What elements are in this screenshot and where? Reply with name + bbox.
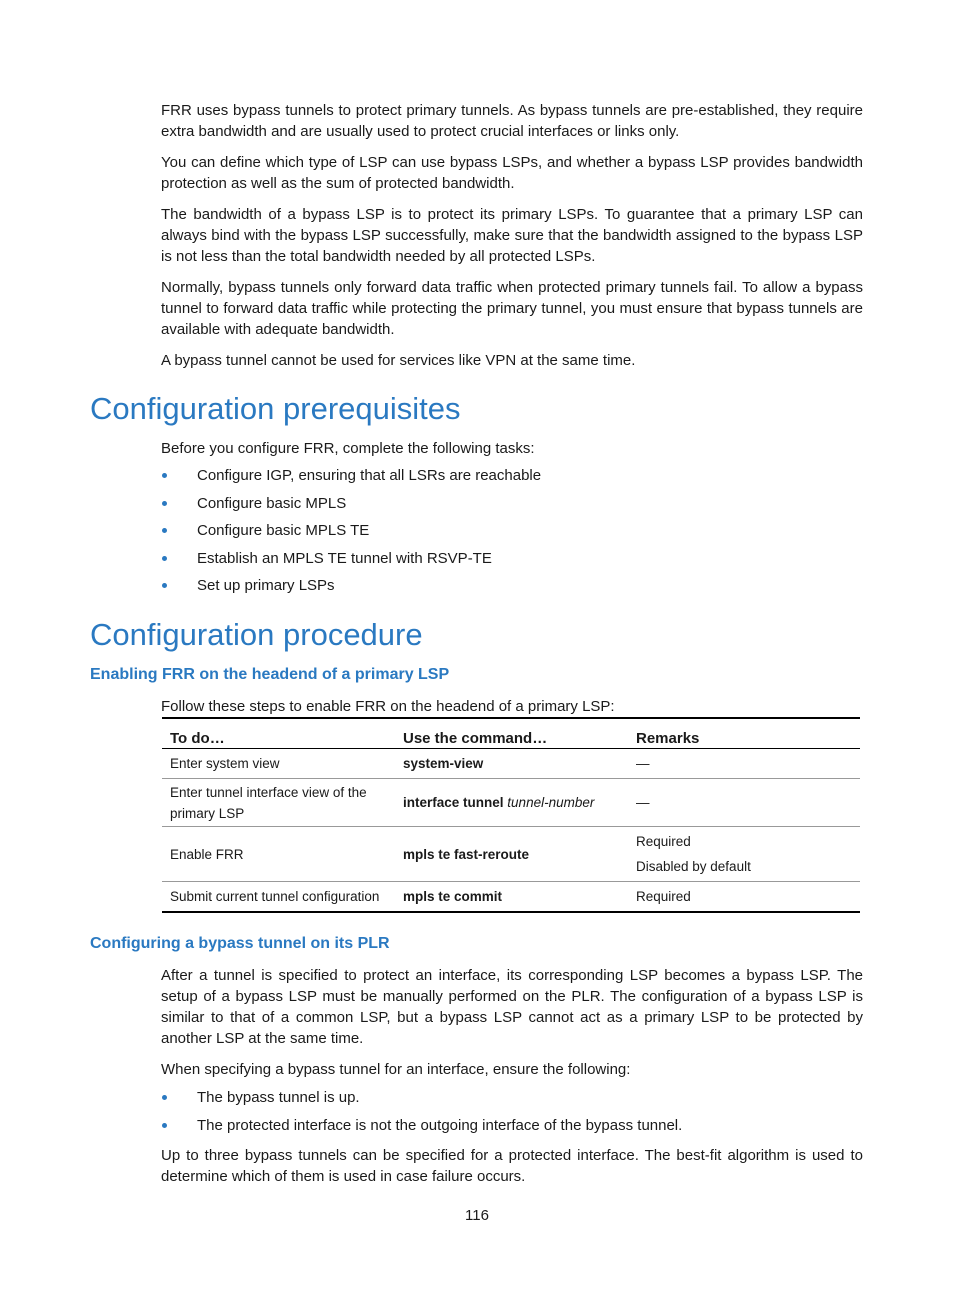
prerequisites-lead: Before you configure FRR, complete the following tasks: (161, 440, 535, 457)
enable-frr-subheading: Enabling FRR on the headend of a primary LSP (90, 666, 450, 683)
column-header-command: Use the command… (395, 718, 628, 749)
cell-command (395, 882, 628, 912)
cell-remarks: — (628, 779, 860, 827)
cell-remarks: Required (628, 882, 860, 912)
intro-paragraph-1: FRR uses bypass tunnels to protect primary tunnels. As bypass tunnels are pre-established, they require extra bandwidth and are usually used to protect crucial interfaces or links only. (161, 102, 863, 140)
bullet-icon (162, 528, 167, 533)
list-item-text: Configure IGP, ensuring that all LSRs are reachable (197, 467, 542, 484)
column-header-remarks: Remarks (628, 718, 860, 749)
list-item-text: The protected interface is not the outgoing interface of the bypass tunnel. (197, 1116, 683, 1134)
intro-paragraph-4: Normally, bypass tunnels only forward data traffic when protected primary tunnels fail. To allow a bypass tunnel to forward data traffic while protecting the primary tunnel, you must ensure that bypass tunnels are available with adequate bandwidth. (161, 279, 863, 338)
table-header-row (162, 718, 860, 749)
intro-paragraph-2: You can define which type of LSP can use bypass LSPs, and whether a bypass LSP provides bandwidth protection as well as the sum of protected bandwidth. (161, 154, 863, 192)
prerequisites-list (161, 465, 861, 596)
bypass-lead: When specifying a bypass tunnel for an interface, ensure the following: (161, 1061, 631, 1078)
remark-line: Disabled by default (636, 859, 751, 874)
list-item-text: Set up primary LSPs (197, 577, 335, 594)
list-item (161, 1087, 861, 1108)
list-item-text: Establish an MPLS TE tunnel with RSVP-TE (197, 549, 492, 567)
cell-remarks (628, 827, 860, 882)
command-keyword: mpls te fast-reroute (403, 846, 530, 862)
command-table (162, 717, 860, 913)
command-keyword: system-view (403, 756, 484, 771)
cell-todo: Enter tunnel interface view of the primary LSP (162, 779, 395, 827)
intro-paragraph-5: A bypass tunnel cannot be used for services like VPN at the same time. (161, 352, 636, 369)
cell-todo: Enable FRR (162, 827, 395, 882)
list-item-text: Configure basic MPLS (197, 494, 347, 512)
list-item (161, 1115, 861, 1136)
bullet-icon (162, 473, 167, 478)
command-keyword: mpls te commit (403, 888, 503, 904)
bypass-requirements-list (161, 1087, 861, 1136)
list-item (161, 548, 861, 569)
table-row (162, 779, 860, 827)
list-item (161, 520, 861, 541)
bullet-icon (162, 1095, 167, 1100)
cell-command (395, 749, 628, 779)
bullet-icon (162, 1123, 167, 1128)
list-item (161, 575, 861, 596)
table-row (162, 749, 860, 779)
list-item-text: Configure basic MPLS TE (197, 522, 370, 539)
list-item (161, 465, 861, 486)
bypass-paragraph-1: After a tunnel is specified to protect an interface, its corresponding LSP becomes a bypass LSP. The setup of a bypass LSP must be manually performed on the PLR. The configuration of a bypass LSP is similar to that of a common LSP, but a bypass LSP cannot act as a primary LSP to be protected by another LSP at the same time. (161, 967, 863, 1047)
list-item (161, 493, 861, 514)
bypass-paragraph-2: Up to three bypass tunnels can be specified for a protected interface. The best-fit algorithm is used to determine which of them is used in case failure occurs. (161, 1147, 863, 1185)
cell-command (395, 827, 628, 882)
command-keyword: interface tunnel (403, 795, 504, 810)
cell-remarks: — (636, 756, 650, 771)
bullet-icon (162, 583, 167, 588)
prerequisites-heading: Configuration prerequisites (90, 391, 461, 426)
cell-command (395, 779, 628, 827)
bullet-icon (162, 501, 167, 506)
cell-todo: Enter system view (170, 756, 280, 771)
bypass-subheading: Configuring a bypass tunnel on its PLR (90, 935, 390, 952)
table-row (162, 827, 860, 882)
command-argument: tunnel-number (507, 795, 595, 810)
page-number: 116 (465, 1207, 489, 1224)
cell-todo: Submit current tunnel configuration (162, 882, 395, 912)
bullet-icon (162, 556, 167, 561)
table-row (162, 882, 860, 912)
intro-paragraph-3: The bandwidth of a bypass LSP is to protect its primary LSPs. To guarantee that a primary LSP can always bind with the bypass LSP successfully, make sure that the bandwidth assigned to the bypass LSP is not less than the total bandwidth needed by all protected LSPs. (161, 206, 863, 265)
list-item-text: The bypass tunnel is up. (197, 1089, 360, 1106)
column-header-todo: To do… (162, 718, 395, 749)
remark-line: Required (636, 834, 691, 849)
enable-frr-lead: Follow these steps to enable FRR on the headend of a primary LSP: (161, 698, 615, 715)
procedure-heading: Configuration procedure (90, 617, 423, 652)
